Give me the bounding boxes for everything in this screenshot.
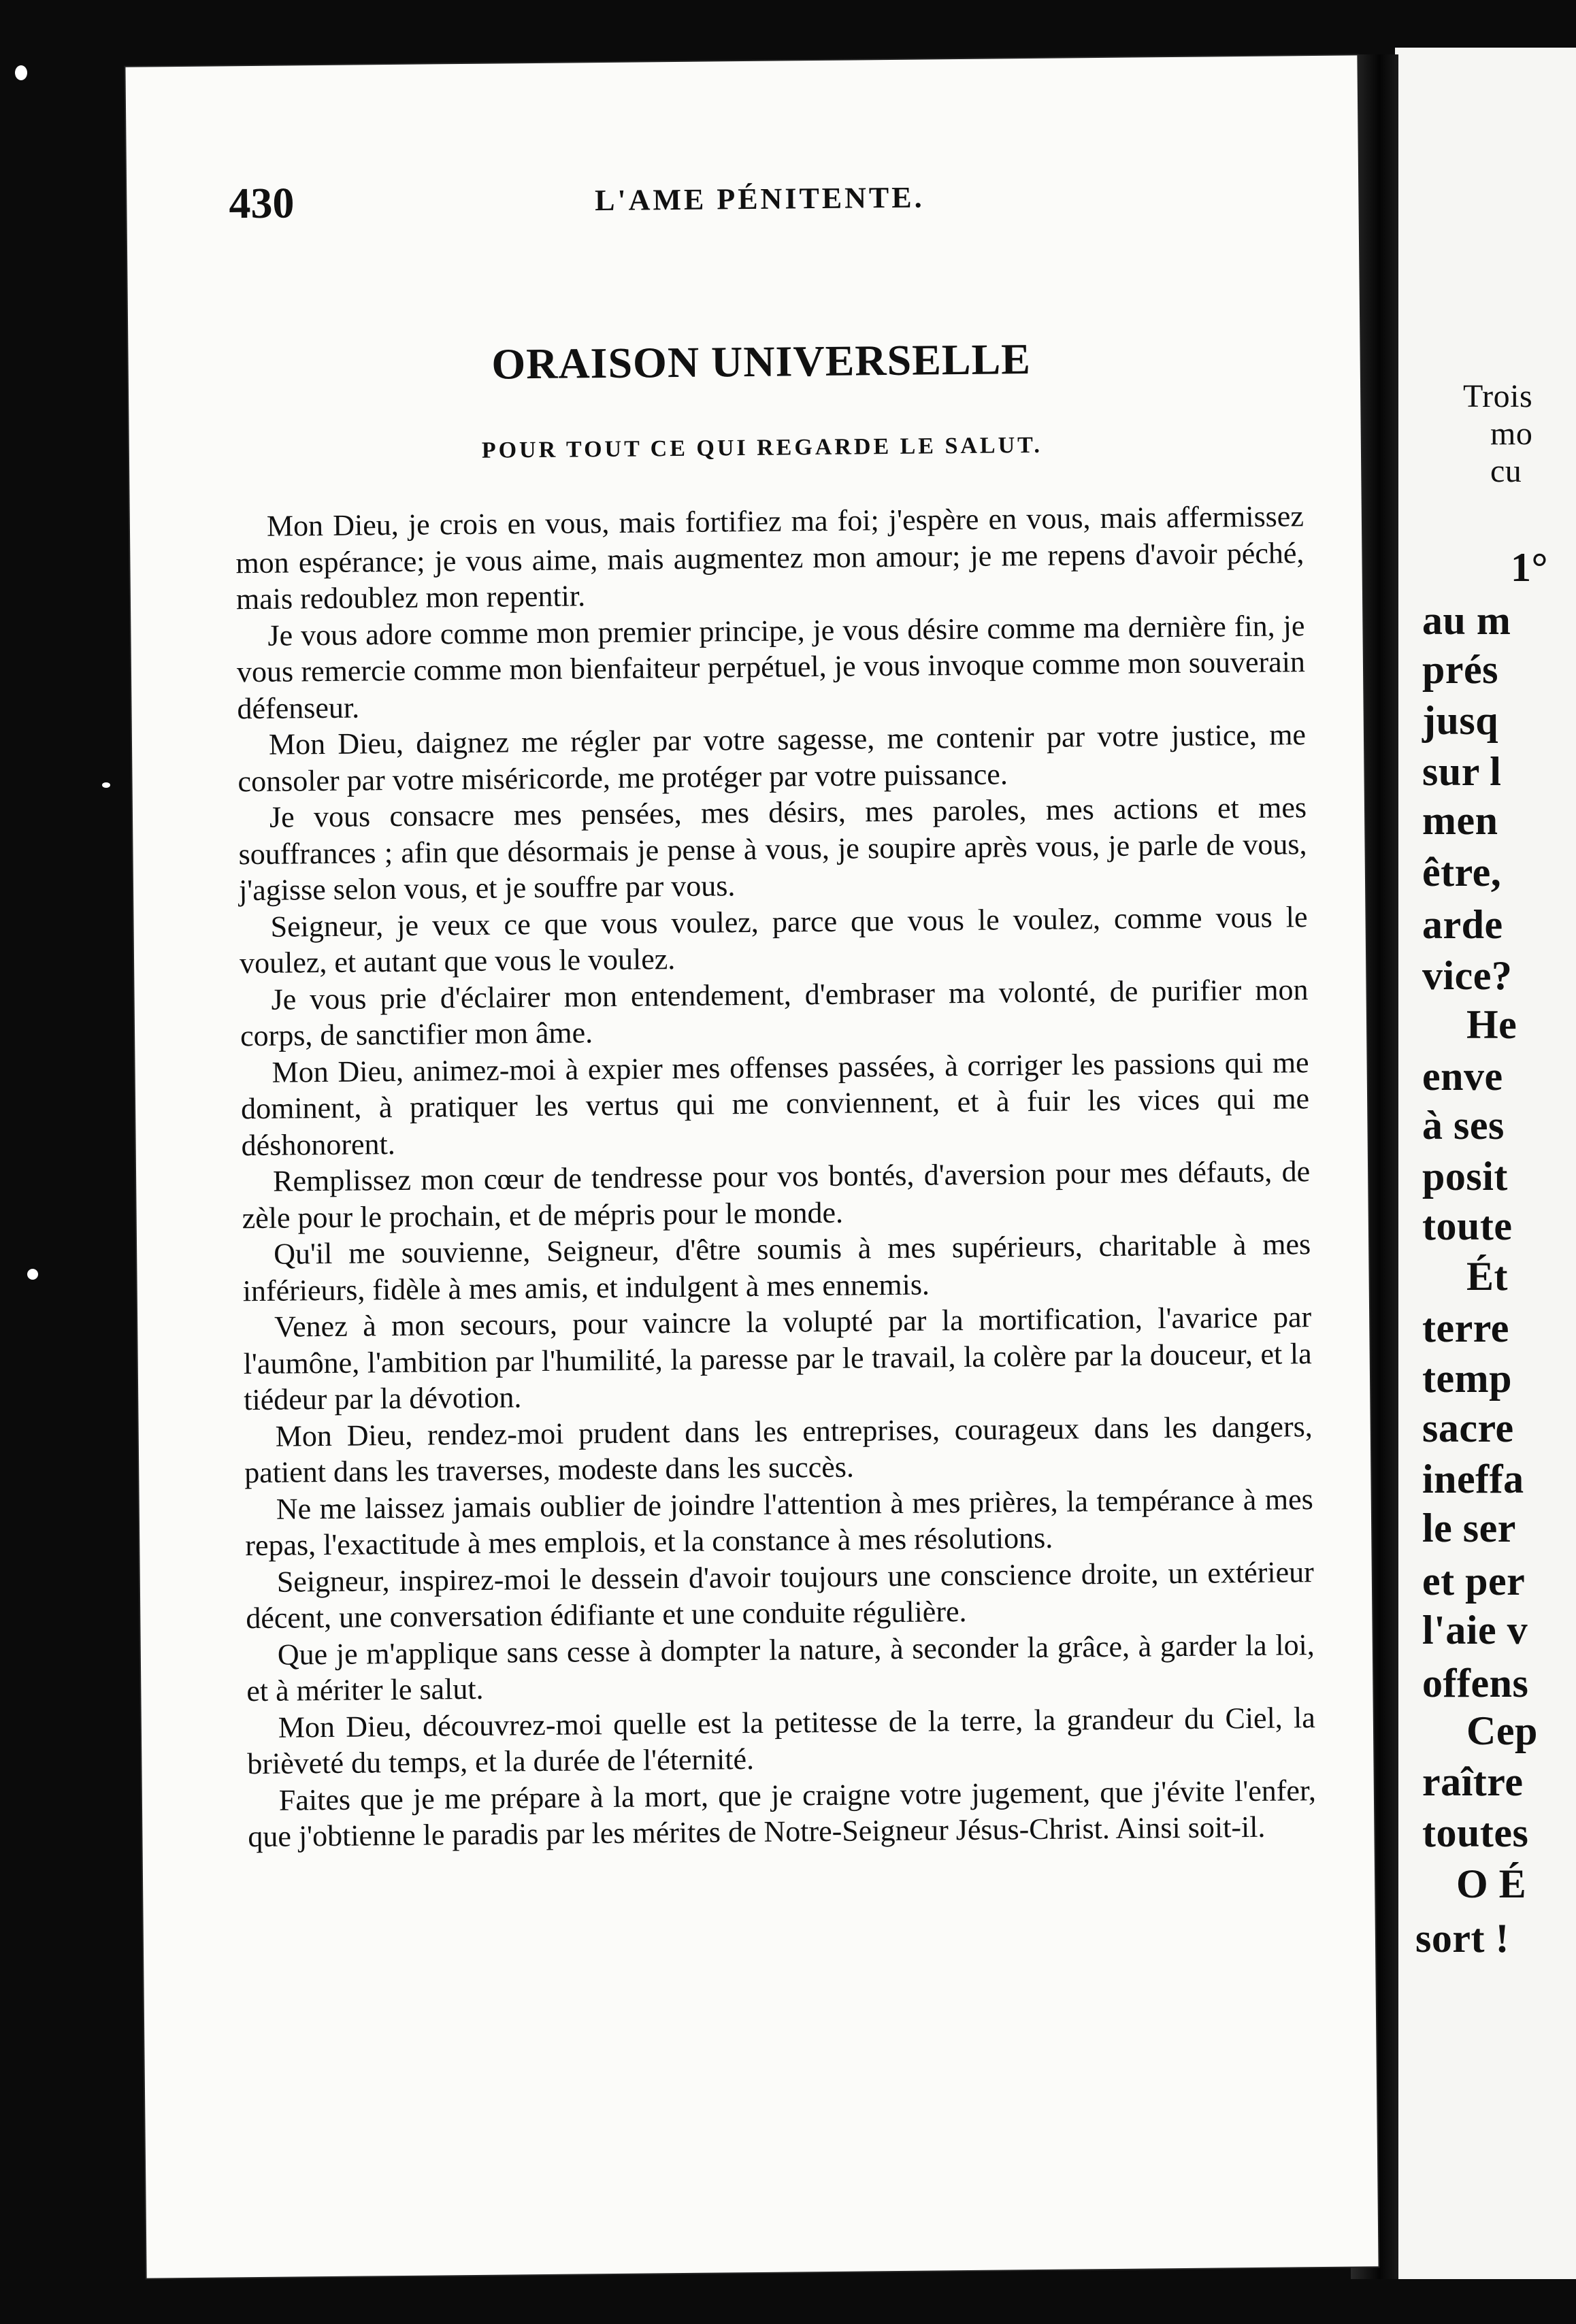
facing-page-line: vice? [1422, 953, 1513, 998]
prayer-paragraph: Mon Dieu, découvrez-moi quelle est la petitesse de la terre, la grandeur du Ciel, la brièveté du temps, et la durée de l'éternité. [247, 1700, 1316, 1781]
facing-page-line: sacre [1422, 1406, 1514, 1450]
facing-page-line: He [1466, 1002, 1517, 1047]
facing-page-line: 1° [1511, 545, 1548, 590]
facing-page-line: enve [1422, 1054, 1503, 1099]
prayer-paragraph: Je vous prie d'éclairer mon entendement, d'embraser ma volonté, de purifier mon corps, de sanctifier mon âme. [240, 972, 1309, 1053]
facing-page-line: cu [1490, 453, 1522, 489]
prayer-paragraph: Seigneur, inspirez-moi le dessein d'avoir toujours une conscience droite, un extérieur décent, une conversation édifiante et une conduite régulière. [246, 1555, 1314, 1636]
prayer-paragraph: Ne me laissez jamais oublier de joindre l'attention à mes prières, la tempérance à mes repas, l'exactitude à mes emplois, et la constance à mes résolutions. [245, 1482, 1313, 1563]
facing-page-line: Ét [1466, 1254, 1508, 1299]
dust-speck [15, 65, 27, 80]
prayer-paragraph: Que je m'applique sans cesse à dompter la nature, à seconder la grâce, à garder la loi, et à mériter le salut. [246, 1627, 1315, 1708]
prayer-body [235, 498, 1317, 1855]
facing-page-line: Cep [1466, 1708, 1538, 1753]
facing-page-line: toutes [1422, 1810, 1529, 1855]
facing-page-line: raître [1422, 1759, 1524, 1804]
facing-page [1395, 48, 1576, 2279]
facing-page-line: mo [1490, 416, 1533, 452]
prayer-paragraph: Venez à mon secours, pour vaincre la volupté par la mortification, l'avarice par l'aumône, l'ambition par l'humilité, la paresse par le travail, la colère par la douceur, et la tiédeur par la dévotion. [243, 1300, 1312, 1417]
prayer-paragraph: Mon Dieu, rendez-moi prudent dans les entreprises, courageux dans les dangers, patient dans les traverses, modeste dans les succès. [244, 1409, 1313, 1490]
prayer-paragraph: Je vous consacre mes pensées, mes désirs, mes paroles, mes actions et mes souffrances ; afin que désormais je pense à vous, je soupire après vous, je parle de vous, j'agisse selon vous, et je souffre par vous. [238, 791, 1307, 908]
prayer-paragraph: Mon Dieu, daignez me régler par votre sagesse, me contenir par votre justice, me consoler par votre miséricorde, me protéger par votre puissance. [237, 718, 1307, 798]
facing-page-line: au m [1422, 598, 1511, 643]
prayer-paragraph: Je vous adore comme mon premier principe, je vous désire comme ma dernière fin, je vous remercie comme mon bienfaiteur perpétuel, je vous invoque comme mon souverain défenseur. [236, 608, 1306, 725]
facing-page-line: et per [1422, 1559, 1526, 1604]
facing-page-line: jusq [1422, 698, 1499, 743]
facing-page-line: temp [1422, 1356, 1512, 1401]
prayer-paragraph: Mon Dieu, je crois en vous, mais fortifiez ma foi; j'espère en vous, mais affermissez mon espérance; je vous aime, mais augmentez mon amour; je me repens d'avoir péché, mais redoublez mon repentir. [235, 499, 1304, 616]
prayer-subtitle: POUR TOUT CE QUI REGARDE LE SALUT. [481, 432, 1043, 463]
facing-page-line: posit [1422, 1154, 1508, 1199]
running-head: L'AME PÉNITENTE. [594, 180, 925, 218]
facing-page-line: arde [1422, 902, 1503, 947]
page-number: 430 [229, 178, 295, 228]
book-page [125, 55, 1378, 2278]
facing-page-line: sort ! [1415, 1916, 1509, 1961]
facing-page-line: sur l [1422, 749, 1502, 794]
page-header [229, 168, 1291, 233]
facing-page-line: ineffa [1422, 1457, 1524, 1501]
facing-page-line: à ses [1422, 1103, 1505, 1148]
dust-speck [102, 782, 110, 788]
facing-page-line: toute [1422, 1204, 1513, 1248]
facing-page-line: O É [1456, 1861, 1527, 1906]
facing-page-line: l'aie v [1422, 1608, 1528, 1653]
facing-page-line: Trois [1463, 378, 1533, 414]
facing-page-line: terre [1422, 1306, 1509, 1350]
prayer-paragraph: Faites que je me prépare à la mort, que je craigne votre jugement, que j'évite l'enfer, que j'obtienne le paradis par les mérites de Notre-Seigneur Jésus-Christ. Ainsi soit-il. [248, 1773, 1317, 1854]
dust-speck [27, 1269, 38, 1280]
facing-page-line: être, [1422, 850, 1502, 895]
facing-page-line: prés [1422, 647, 1498, 692]
prayer-title: ORAISON UNIVERSELLE [491, 335, 1032, 388]
prayer-paragraph: Qu'il me souvienne, Seigneur, d'être soumis à mes supérieurs, charitable à mes inférieurs, fidèle à mes amis, et indulgent à mes ennemis. [242, 1227, 1311, 1308]
facing-page-line: le ser [1422, 1506, 1516, 1550]
facing-page-line: offens [1422, 1661, 1529, 1706]
prayer-paragraph: Remplissez mon cœur de tendresse pour vos bontés, d'aversion pour mes défauts, de zèle pour le prochain, et de mépris pour le monde. [242, 1155, 1311, 1235]
prayer-paragraph: Mon Dieu, animez-moi à expier mes offenses passées, à corriger les passions qui me dominent, à pratiquer les vertus qui me conviennent, et à fuir les vices qui me déshonorent. [240, 1045, 1310, 1162]
facing-page-line: men [1422, 798, 1498, 843]
prayer-paragraph: Seigneur, je veux ce que vous voulez, parce que vous le voulez, comme vous le voulez, et autant que vous le voulez. [239, 899, 1308, 980]
